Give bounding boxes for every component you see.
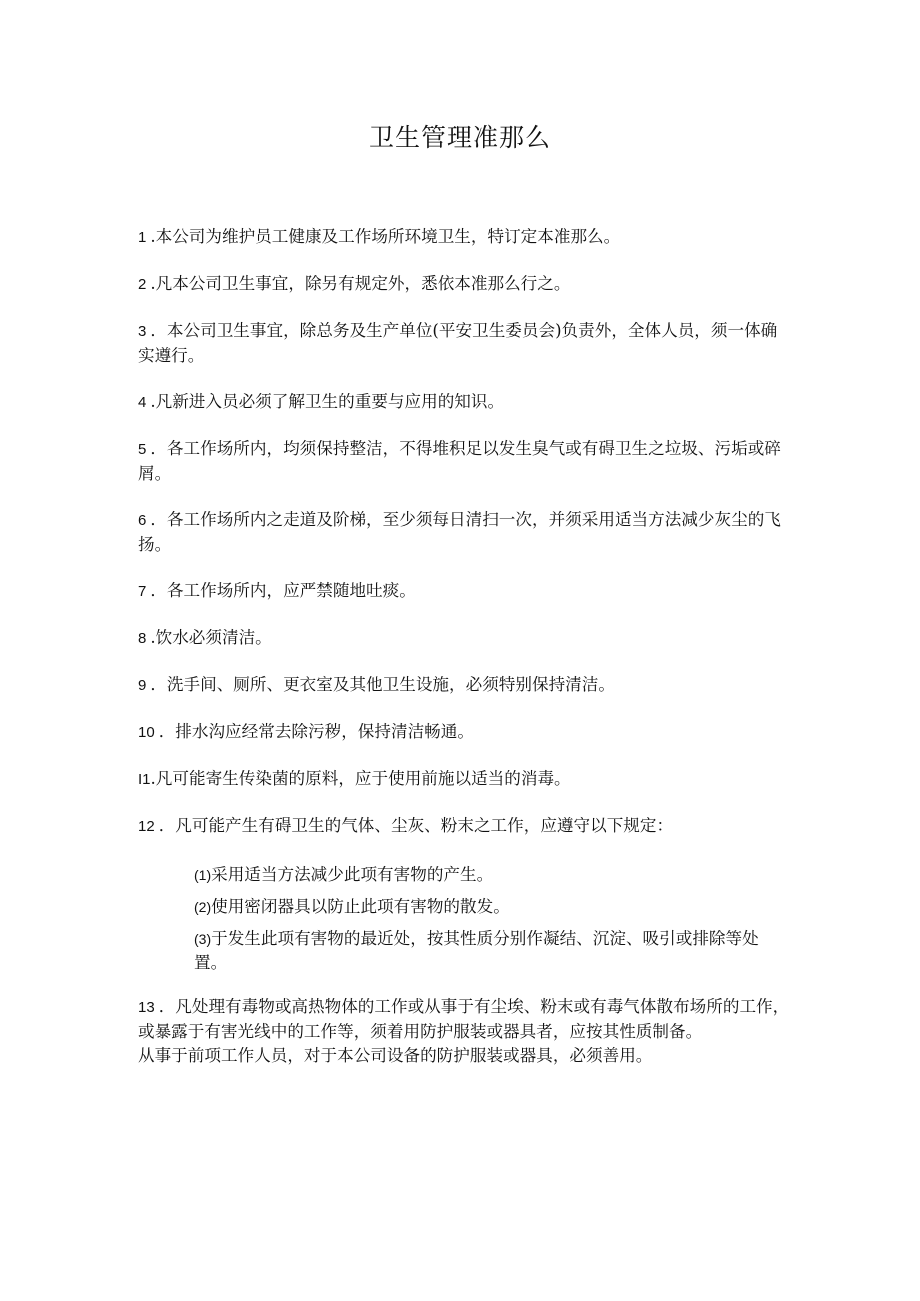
item-number: 12: [138, 818, 155, 835]
list-item-6: [138, 508, 790, 557]
item-text: ．本公司卫生事宜，除总务及生产单位(平安卫生委员会)负责外，全体人员，须一体确实遵行。: [138, 321, 778, 365]
page-title: 卫生管理准那么: [368, 123, 551, 152]
item-text: ．凡可能产生有碍卫生的气体、尘灰、粉末之工作，应遵守以下规定：: [158, 816, 674, 835]
list-item-10: [138, 720, 790, 745]
item-text: ．排水沟应经常去除污秽，保持清洁畅通。: [158, 722, 474, 741]
item-number: 7: [138, 583, 147, 600]
sub-item-number: (1): [194, 867, 212, 883]
item-number: 8: [138, 630, 147, 647]
sub-item-text: 采用适当方法减少此项有害物的产生。: [211, 865, 494, 884]
list-item-2: [138, 272, 790, 297]
item-text: ．各工作场所内，应严禁随地吐痰。: [150, 581, 416, 600]
list-item-9: [138, 673, 790, 698]
item-number: 1: [138, 229, 147, 246]
item-number: 5: [138, 441, 147, 458]
item-number: I1: [138, 771, 151, 788]
list-item-13: [138, 995, 790, 1044]
sub-item-number: (3): [194, 931, 212, 947]
item-number: 4: [138, 394, 147, 411]
sub-item-1: [194, 863, 790, 887]
list-item-4: [138, 390, 790, 415]
list-item-12: [138, 814, 790, 839]
item-number: 3: [138, 323, 147, 340]
sub-item-3: [194, 927, 790, 975]
sub-item-number: (2): [194, 899, 212, 915]
item-number: 2: [138, 276, 147, 293]
closing-paragraph: 从事于前项工作人员，对于本公司设备的防护服装或器具，必须善用。: [138, 1046, 653, 1065]
item-text: ．凡处理有毒物或高热物体的工作或从事于有尘埃、粉末或有毒气体散布场所的工作，或暴露于有害光线中的工作等，须着用防护服装或器具者，应按其性质制备。: [138, 997, 790, 1041]
item-text: ．各工作场所内之走道及阶梯，至少须每日清扫一次，并须采用适当方法减少灰尘的飞扬。: [138, 510, 781, 554]
sub-item-text: 使用密闭器具以防止此项有害物的散发。: [211, 897, 510, 916]
sub-item-2: [194, 895, 790, 919]
item-text: ．各工作场所内，均须保持整洁，不得堆积足以发生臭气或有碍卫生之垃圾、污垢或碎屑。: [138, 439, 781, 483]
list-item-11: [138, 767, 790, 792]
list-item-3: [138, 319, 790, 368]
item-text: .凡新进入员必须了解卫生的重要与应用的知识。: [150, 392, 505, 411]
item-number: 9: [138, 677, 147, 694]
item-text: .凡本公司卫生事宜，除另有规定外，悉依本准那么行之。: [150, 274, 571, 293]
item-text: .饮水必须清洁。: [150, 628, 272, 647]
item-number: 6: [138, 512, 147, 529]
list-item-8: [138, 626, 790, 651]
list-item-7: [138, 579, 790, 604]
item-text: .本公司为维护员工健康及工作场所环境卫生，特订定本准那么。: [150, 227, 621, 246]
list-item-1: [138, 225, 790, 250]
item-number: 10: [138, 724, 155, 741]
sub-item-text: 于发生此项有害物的最近处，按其性质分别作凝结、沉淀、吸引或排除等处置。: [194, 929, 759, 972]
list-item-5: [138, 437, 790, 486]
document-body: [138, 225, 790, 1068]
item-text: ．洗手间、厕所、更衣室及其他卫生设施，必须特别保持清洁。: [150, 675, 615, 694]
item-number: 13: [138, 999, 155, 1016]
item-text: .凡可能寄生传染菌的原料，应于使用前施以适当的消毒。: [150, 769, 571, 788]
